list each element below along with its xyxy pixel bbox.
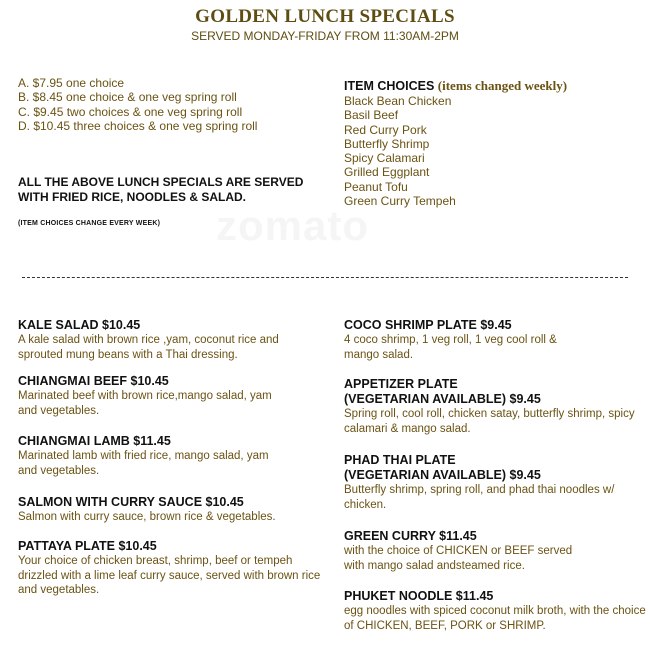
- dish-name: CHIANGMAI BEEF $10.45: [18, 374, 169, 388]
- section-divider: [22, 277, 628, 278]
- dish-coco-shrimp-plate: [344, 318, 650, 362]
- dish-name: SALMON WITH CURRY SAUCE $10.45: [18, 495, 244, 509]
- dish-name: COCO SHRIMP PLATE $9.45: [344, 318, 512, 332]
- dish-description: Salmon with curry sauce, brown rice & vegetables.: [18, 511, 276, 523]
- dish-name: PATTAYA PLATE $10.45: [18, 539, 157, 553]
- dish-name: GREEN CURRY $11.45: [344, 529, 477, 543]
- menu-subtitle: SERVED MONDAY-FRIDAY FROM 11:30AM-2PM: [191, 29, 459, 43]
- price-option-c: C. $9.45 two choices & one veg spring roll: [18, 104, 243, 119]
- menu-header: [0, 6, 650, 44]
- dish-chiangmai-beef: [18, 374, 324, 418]
- watermark: zomato: [216, 202, 369, 249]
- dish-description: A kale salad with brown rice ,yam, coconut rice and sprouted mung beans with a Thai dressing.: [18, 334, 279, 361]
- dish-name-line2: (VEGETARIAN AVAILABLE) $9.45: [344, 468, 541, 482]
- choice-item: Spicy Calamari: [344, 151, 425, 166]
- dish-description: Your choice of chicken breast, shrimp, beef or tempeh drizzled with a lime leaf curry sauce, served with brown rice and vegetables.: [18, 555, 321, 596]
- item-choices-note: (items changed weekly): [437, 78, 568, 93]
- item-choices-heading: [344, 78, 567, 94]
- choice-item: Grilled Eggplant: [344, 165, 430, 180]
- item-choices: [344, 78, 567, 208]
- item-choices-title: ITEM CHOICES: [344, 79, 435, 93]
- choice-item: Butterfly Shrimp: [344, 136, 430, 151]
- price-option-a: A. $7.95 one choice: [18, 76, 125, 90]
- item-change-note: (ITEM CHOICES CHANGE EVERY WEEK): [18, 220, 161, 227]
- dish-description: Marinated lamb with fried rice, mango salad, yam and vegetables.: [18, 450, 269, 477]
- dish-phuket-noodle: [344, 589, 650, 633]
- dish-chiangmai-lamb: [18, 434, 324, 478]
- dish-description: with the choice of CHICKEN or BEEF served with mango salad andsteamed rice.: [344, 545, 573, 572]
- dish-appetizer-plate: [344, 377, 650, 436]
- served-note-line1: ALL THE ABOVE LUNCH SPECIALS ARE SERVED: [18, 175, 304, 189]
- choice-item: Green Curry Tempeh: [344, 194, 456, 209]
- dish-description: 4 coco shrimp, 1 veg roll, 1 veg cool roll & mango salad.: [344, 334, 557, 361]
- dish-name: PHUKET NOODLE $11.45: [344, 589, 494, 603]
- dish-pattaya-plate: [18, 539, 324, 598]
- dish-description: Marinated beef with brown rice,mango salad, yam and vegetables.: [18, 390, 272, 417]
- dish-phad-thai-plate: [344, 453, 650, 512]
- choice-item: Red Curry Pork: [344, 122, 427, 137]
- dish-name: PHAD THAI PLATE: [344, 453, 456, 467]
- served-note-line2: WITH FRIED RICE, NOODLES & SALAD.: [18, 190, 246, 204]
- dish-name-line2: (VEGETARIAN AVAILABLE) $9.45: [344, 392, 541, 406]
- dish-name: APPETIZER PLATE: [344, 377, 458, 391]
- menu-title: GOLDEN LUNCH SPECIALS: [195, 6, 455, 27]
- choice-item: Peanut Tofu: [344, 179, 408, 194]
- price-option-b: B. $8.45 one choice & one veg spring roll: [18, 90, 237, 105]
- choice-item: Basil Beef: [344, 108, 399, 123]
- price-options: [18, 76, 257, 133]
- choice-item: Black Bean Chicken: [344, 94, 452, 108]
- served-with-note: [18, 175, 338, 205]
- dish-salmon-curry: [18, 495, 324, 525]
- dish-description: Butterfly shrimp, spring roll, and phad thai noodles w/ chicken.: [344, 484, 615, 511]
- dish-kale-salad: [18, 318, 324, 362]
- price-option-d: D. $10.45 three choices & one veg spring roll: [18, 118, 258, 133]
- dish-green-curry: [344, 529, 650, 573]
- dish-name: CHIANGMAI LAMB $11.45: [18, 434, 171, 448]
- dish-name: KALE SALAD $10.45: [18, 318, 141, 332]
- dish-description: egg noodles with spiced coconut milk broth, with the choice of CHICKEN, BEEF, PORK or SHRIMP.: [344, 605, 646, 632]
- dish-description: Spring roll, cool roll, chicken satay, butterfly shrimp, spicy calamari & mango salad.: [344, 408, 635, 435]
